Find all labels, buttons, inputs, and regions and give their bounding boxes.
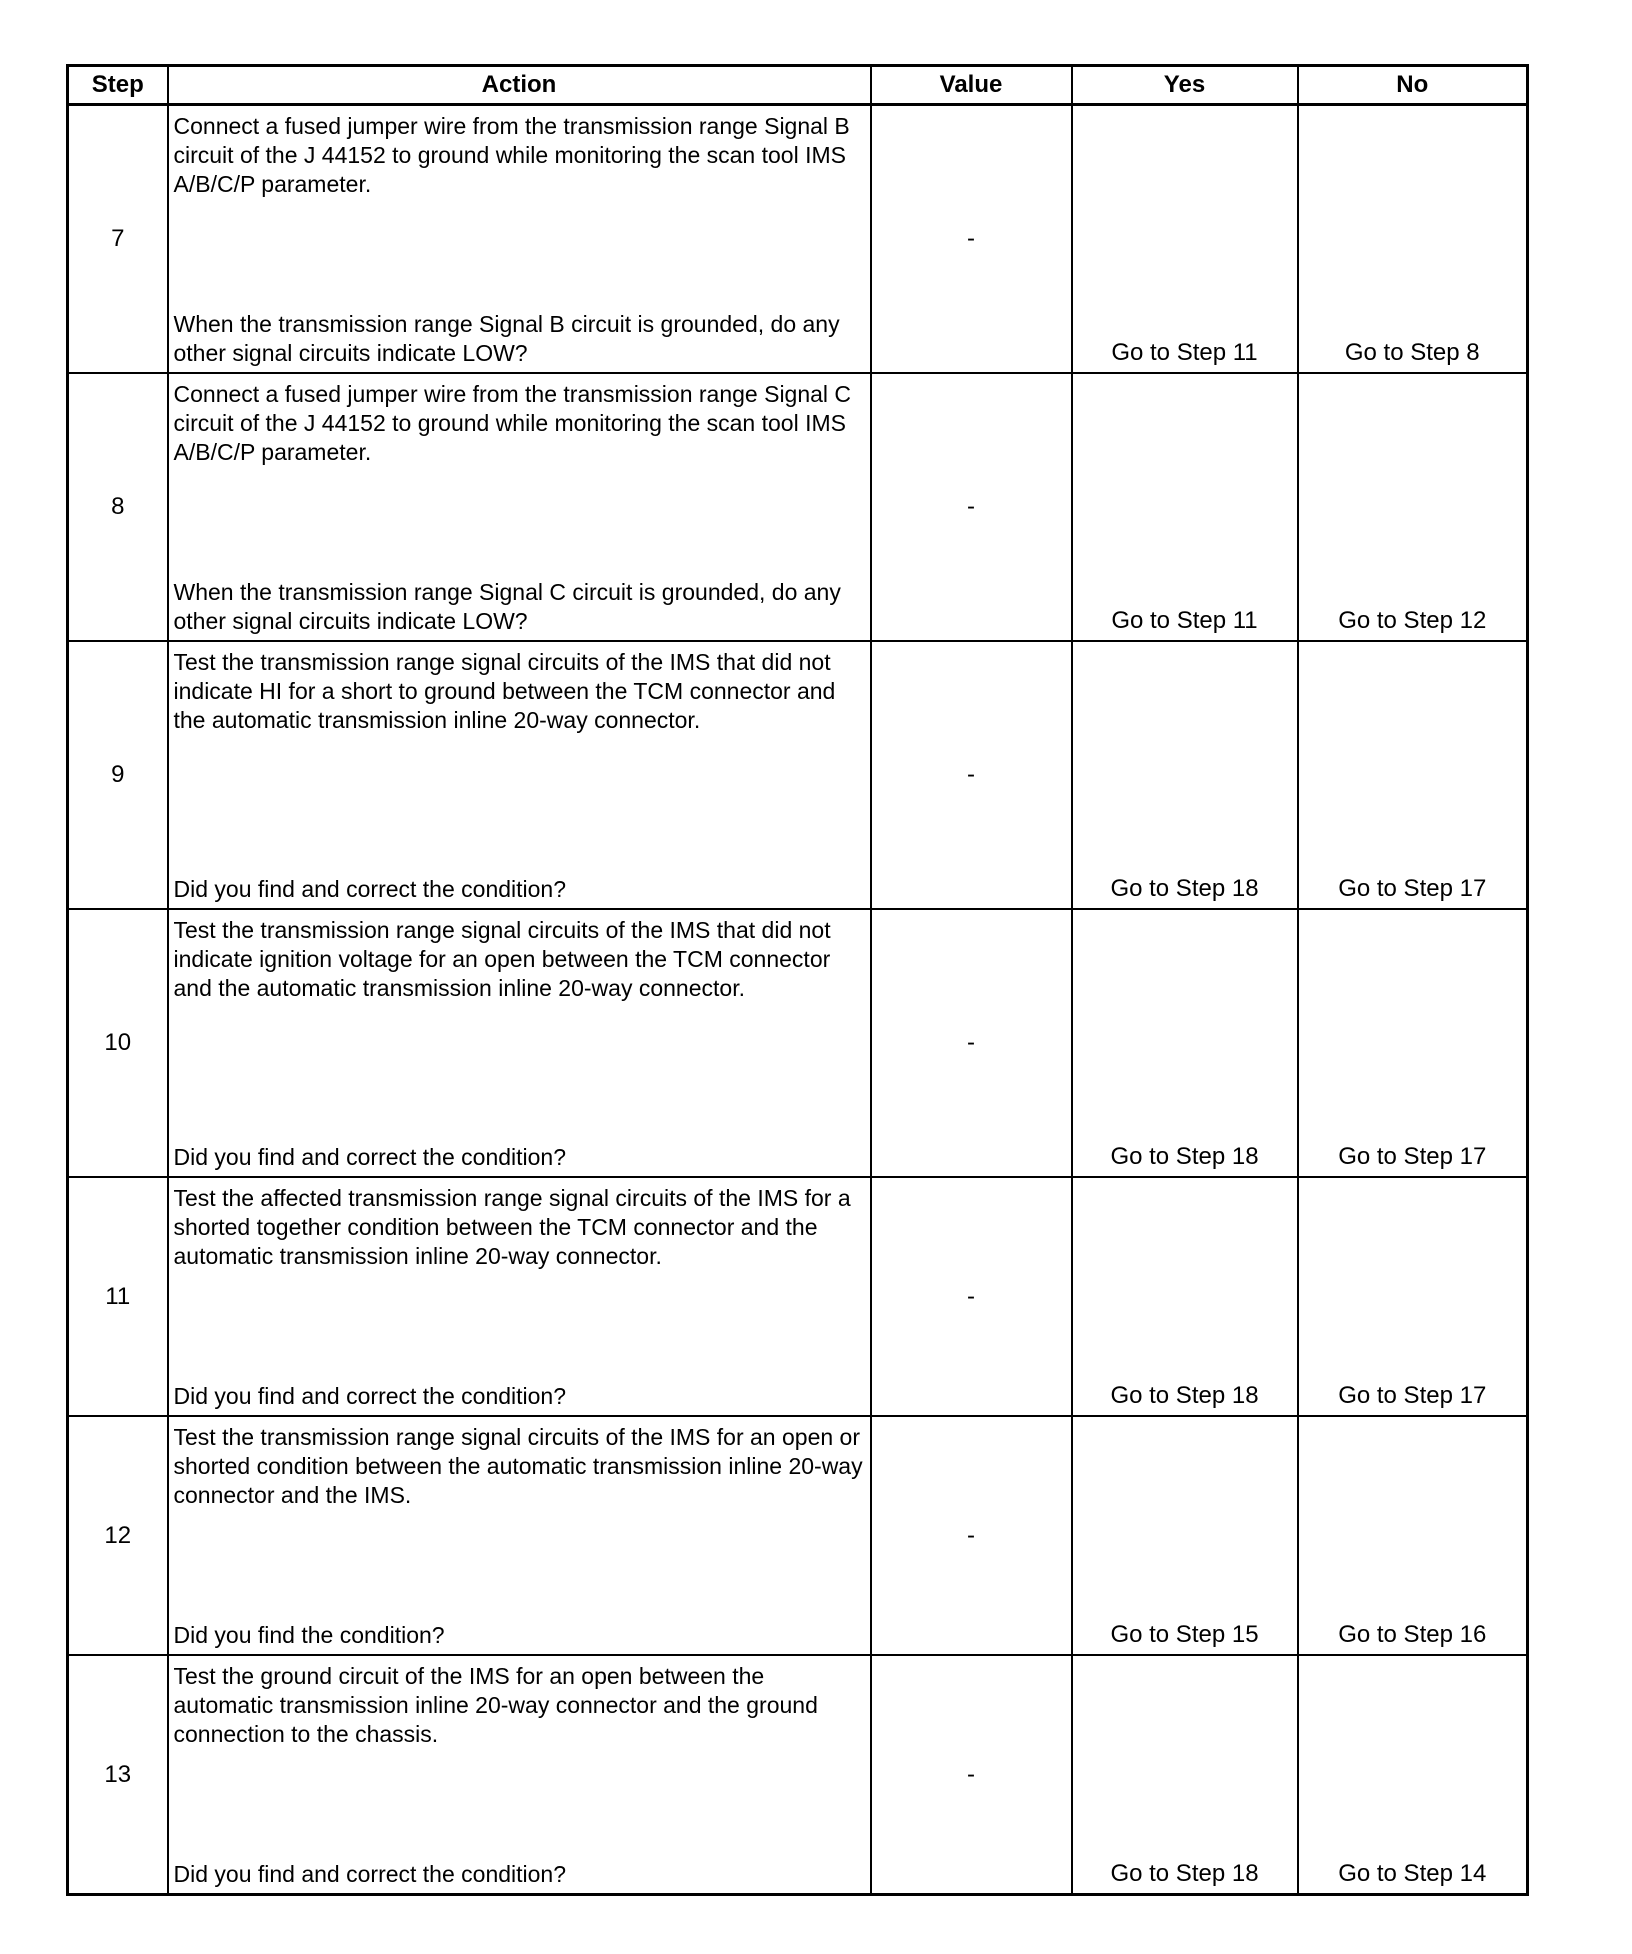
table-row [68, 909, 1528, 1177]
diagnostic-table [66, 64, 1529, 1896]
value-cell: - [871, 641, 1072, 909]
value-cell: - [871, 909, 1072, 1177]
question-text: Did you find and correct the condition? [173, 876, 567, 902]
no-cell: Go to Step 14 [1298, 1655, 1528, 1895]
step-number: 9 [68, 641, 168, 909]
action-text: Test the transmission range signal circuits of the IMS for an open or shorted condition between the automatic transmission inline 20-way connector and the IMS. [173, 1424, 863, 1508]
table-row [68, 1177, 1528, 1416]
action-cell [168, 105, 871, 374]
step-number: 7 [68, 105, 168, 374]
yes-cell: Go to Step 15 [1072, 1416, 1298, 1655]
table-row [68, 1416, 1528, 1655]
value-cell: - [871, 1655, 1072, 1895]
action-text: Test the ground circuit of the IMS for an open between the automatic transmission inline 20-way connector and the ground connection to the chassis. [173, 1663, 818, 1747]
action-text: Connect a fused jumper wire from the transmission range Signal B circuit of the J 44152 to ground while monitoring the scan tool IMS A/B/C/P parameter. [173, 113, 850, 197]
header-yes: Yes [1072, 66, 1298, 105]
question-text: Did you find and correct the condition? [173, 1144, 567, 1170]
yes-cell: Go to Step 11 [1072, 105, 1298, 374]
no-cell: Go to Step 8 [1298, 105, 1528, 374]
question-text: Did you find the condition? [173, 1622, 445, 1648]
yes-cell: Go to Step 11 [1072, 373, 1298, 641]
action-cell [168, 1416, 871, 1655]
yes-cell: Go to Step 18 [1072, 641, 1298, 909]
table-row [68, 105, 1528, 374]
step-number: 10 [68, 909, 168, 1177]
action-cell [168, 373, 871, 641]
no-cell: Go to Step 17 [1298, 641, 1528, 909]
table-row [68, 641, 1528, 909]
action-text: Connect a fused jumper wire from the transmission range Signal C circuit of the J 44152 to ground while monitoring the scan tool IMS A/B/C/P parameter. [173, 381, 852, 465]
header-value: Value [871, 66, 1072, 105]
action-cell [168, 1655, 871, 1895]
question-text: When the transmission range Signal B circuit is grounded, do any other signal circuits indicate LOW? [173, 311, 840, 366]
no-cell: Go to Step 12 [1298, 373, 1528, 641]
value-cell: - [871, 1416, 1072, 1655]
action-cell [168, 1177, 871, 1416]
table-row [68, 373, 1528, 641]
value-cell: - [871, 105, 1072, 374]
step-number: 11 [68, 1177, 168, 1416]
header-action: Action [168, 66, 871, 105]
yes-cell: Go to Step 18 [1072, 1655, 1298, 1895]
action-cell [168, 909, 871, 1177]
header-row [68, 66, 1528, 105]
step-number: 13 [68, 1655, 168, 1895]
step-number: 12 [68, 1416, 168, 1655]
no-cell: Go to Step 17 [1298, 909, 1528, 1177]
action-text: Test the transmission range signal circuits of the IMS that did not indicate HI for a short to ground between the TCM connector and the automatic transmission inline 20-way connector. [173, 649, 836, 733]
header-step: Step [68, 66, 168, 105]
yes-cell: Go to Step 18 [1072, 1177, 1298, 1416]
action-cell [168, 641, 871, 909]
question-text: Did you find and correct the condition? [173, 1861, 567, 1887]
step-number: 8 [68, 373, 168, 641]
value-cell: - [871, 1177, 1072, 1416]
question-text: Did you find and correct the condition? [173, 1383, 567, 1409]
action-text: Test the transmission range signal circuits of the IMS that did not indicate ignition voltage for an open between the TCM connector and the automatic transmission inline 20-way connector. [173, 917, 831, 1001]
no-cell: Go to Step 17 [1298, 1177, 1528, 1416]
question-text: When the transmission range Signal C circuit is grounded, do any other signal circuits indicate LOW? [173, 579, 841, 634]
action-text: Test the affected transmission range signal circuits of the IMS for a shorted together condition between the TCM connector and the automatic transmission inline 20-way connector. [173, 1185, 851, 1269]
header-no: No [1298, 66, 1528, 105]
value-cell: - [871, 373, 1072, 641]
no-cell: Go to Step 16 [1298, 1416, 1528, 1655]
table-row [68, 1655, 1528, 1895]
yes-cell: Go to Step 18 [1072, 909, 1298, 1177]
